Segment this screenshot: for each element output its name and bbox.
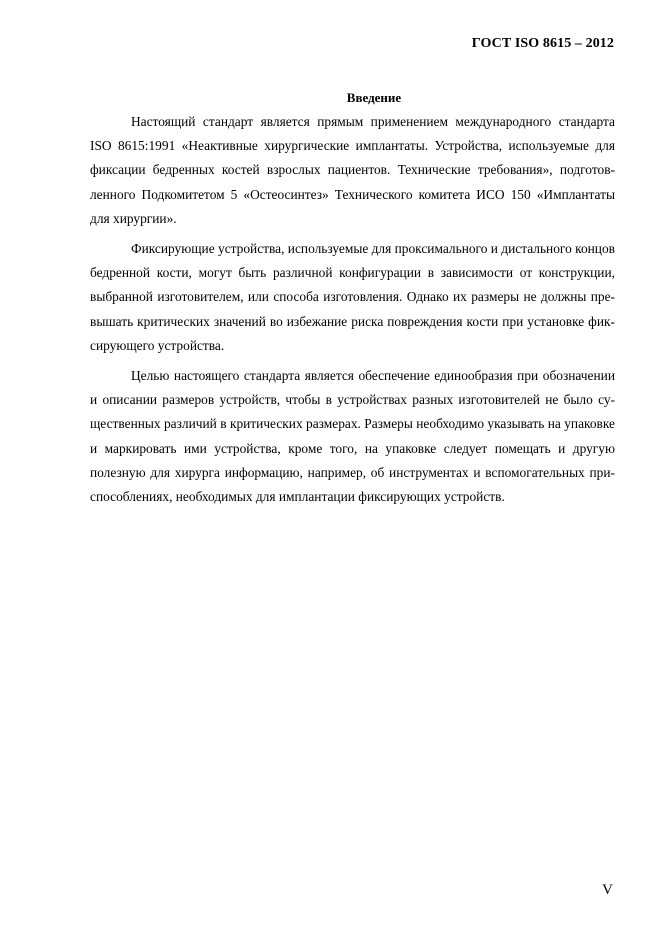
- paragraph-1: Настоящий стандарт является прямым применением международного стандарта ISO 8615:1991 «Неактивные хирургические имплантаты. Устройства, используемые для фиксации бедренных костей взрослых пациентов. Технические требования», подготовленного Подкомитетом 5 «Остеосинтез» Технического комитета ИСО 150 «Имплантаты для хирургии».: [90, 114, 615, 226]
- document-code-header: ГОСТ ISO 8615 – 2012: [471, 36, 614, 51]
- section-title: Введение: [346, 90, 402, 105]
- paragraph-3: Целью настоящего стандарта является обеспечение единообразия при обозначении и описании размеров устройств, чтобы в устройствах разных изготовителей не было существенных различий в критических размерах. Размеры необходимо указывать на упаковке и маркировать ими устройства, кроме того, на упаковке следует помещать и другую полезную для хирурга информацию, например, об инструментах и вспомогательных приспособлениях, необходимых для имплантации фиксирующих устройств.: [90, 368, 615, 505]
- paragraph-2: Фиксирующие устройства, используемые для проксимального и дистального концов бедренной кости, могут быть различной конфигурации в зависимости от конструкции, выбранной изготовителем, или способа изготовления. Однако их размеры не должны превышать критических значений во избежание риска повреждения кости при установке фиксирующего устройства.: [90, 241, 615, 353]
- body-text: [90, 110, 615, 515]
- page-number: V: [602, 882, 613, 898]
